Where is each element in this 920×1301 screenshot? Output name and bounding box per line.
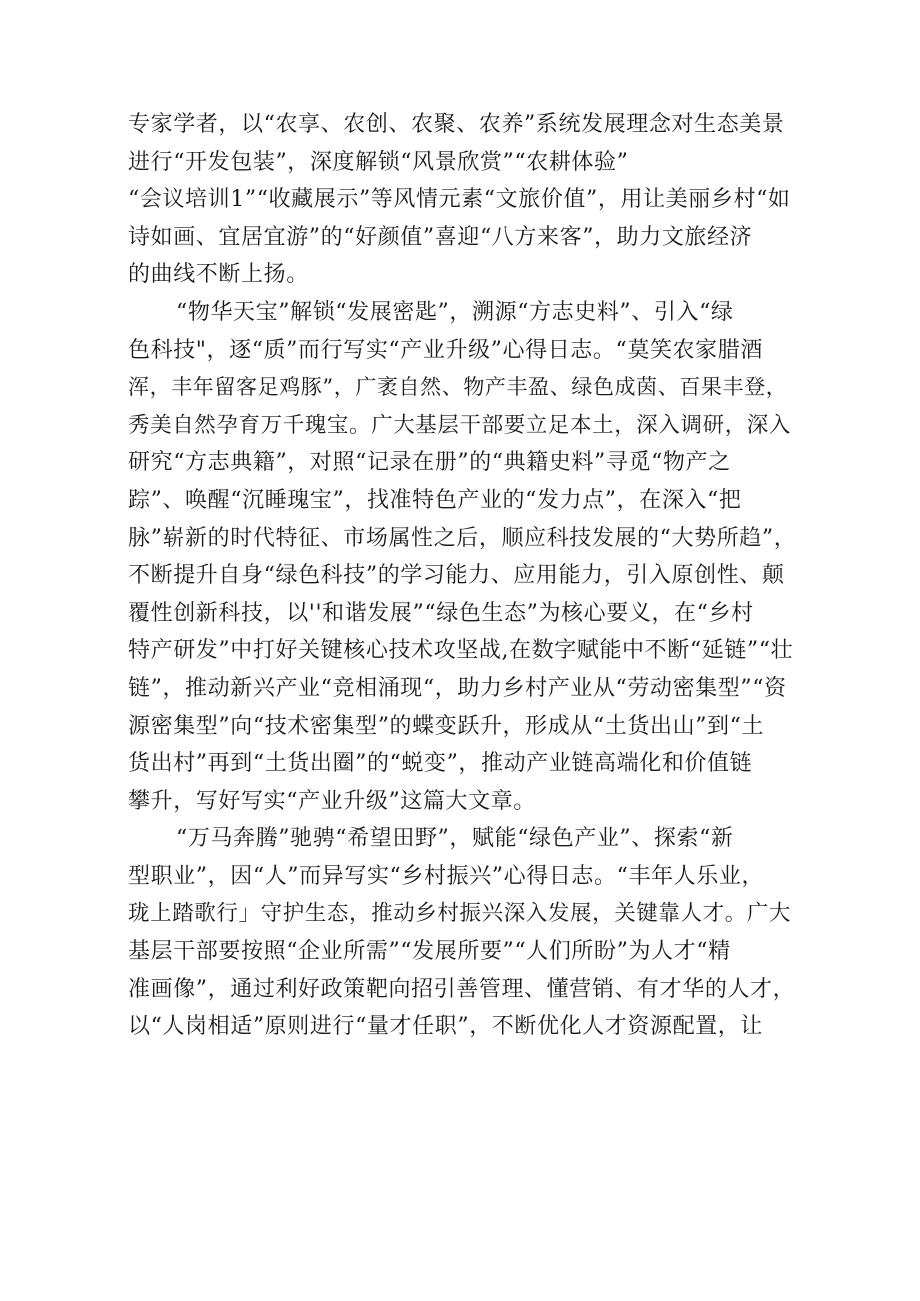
text-line: 秀美自然孕育万千瑰宝。广大基层干部要立足本土，深入调研，深入 xyxy=(128,412,792,438)
text-line: 型职业”，因“人”而异写实“乡村振兴”心得日志。“丰年人乐业， xyxy=(128,863,765,889)
text-line: 研究“方志典籍”，对照“记录在册”的“典籍史料”寻觅“物产之 xyxy=(128,450,731,476)
text-line: 特产研发”中打好关键核心技术攻坚战,在数字赋能中不断“延链”“壮 xyxy=(128,638,794,664)
text-line: 源密集型”向“技术密集型”的蝶变跃升，形成从“土货出山”到“土 xyxy=(128,713,765,739)
text-line: 的曲线不断上扬。 xyxy=(128,262,309,288)
text-line: 进行“开发包装”，深度解锁“风景欣赏”“农耕体验” xyxy=(128,149,629,175)
text-line: 诗如画、宜居宜游”的“好颜值”喜迎“八方来客”，助力文旅经济 xyxy=(128,224,753,250)
text-line: 色科技"，逐“质”而行写实“产业升级”心得日志。“莫笑农家腊酒 xyxy=(128,337,763,363)
text-line: 以“人岗相适”原则进行“量才任职”，不断优化人才资源配置，让 xyxy=(128,1014,763,1040)
text-line: 基层干部要按照“企业所需”“发展所要”“人们所盼”为人才“精 xyxy=(128,939,731,965)
text-line: 货出村”再到“土货出圈”的“蜕变”，推动产业链高端化和价值链 xyxy=(128,751,753,777)
text-line: “会议培训1”“收藏展示”等风情元素“文旅价值”，用让美丽乡村“如 xyxy=(128,187,791,213)
text-line: 浑，丰年留客足鸡豚”，广袤自然、物产丰盈、绿色成茵、百果丰登， xyxy=(128,375,788,400)
text-line: 不断提升自身“绿色科技”的学习能力、应用能力，引入原创性、颠 xyxy=(128,563,785,589)
text-line: “物华天宝”解锁“发展密匙”，溯源“方志史料”、引入“绿 xyxy=(176,299,734,325)
text-line: 踪”、唤醒“沉睡瑰宝”，找准特色产业的“发力点”，在深入“把 xyxy=(128,487,742,513)
text-line: 链”，推动新兴产业“竞相涌现“，助力乡村产业从“劳动密集型”“资 xyxy=(128,675,787,701)
text-line: 珑上踏歌行」守护生态，推动乡村振兴深入发展，关键靠人才。广大 xyxy=(128,901,792,927)
text-line: 覆性创新科技，以''和谐发展”“绿色生态”为核心要义，在“乡村 xyxy=(128,600,754,626)
text-line: “万马奔腾”驰骋“希望田野”，赋能“绿色产业”、探索“新 xyxy=(176,826,734,852)
text-line: 攀升，写好写实“产业升级”这篇大文章。 xyxy=(128,788,536,814)
text-line: 脉”崭新的时代特征、市场属性之后，顺应科技发展的“大势所趋”， xyxy=(128,525,797,551)
paragraph-3 xyxy=(128,820,800,1046)
paragraph-2 xyxy=(128,294,800,820)
text-line: 准画像”，通过利好政策靶向招引善管理、懂营销、有才华的人才， xyxy=(128,976,796,1002)
text-line: 专家学者，以“农享、农创、农聚、农养”系统发展理念对生态美景 xyxy=(128,112,785,137)
document-body xyxy=(128,106,800,1046)
paragraph-1 xyxy=(128,106,800,294)
